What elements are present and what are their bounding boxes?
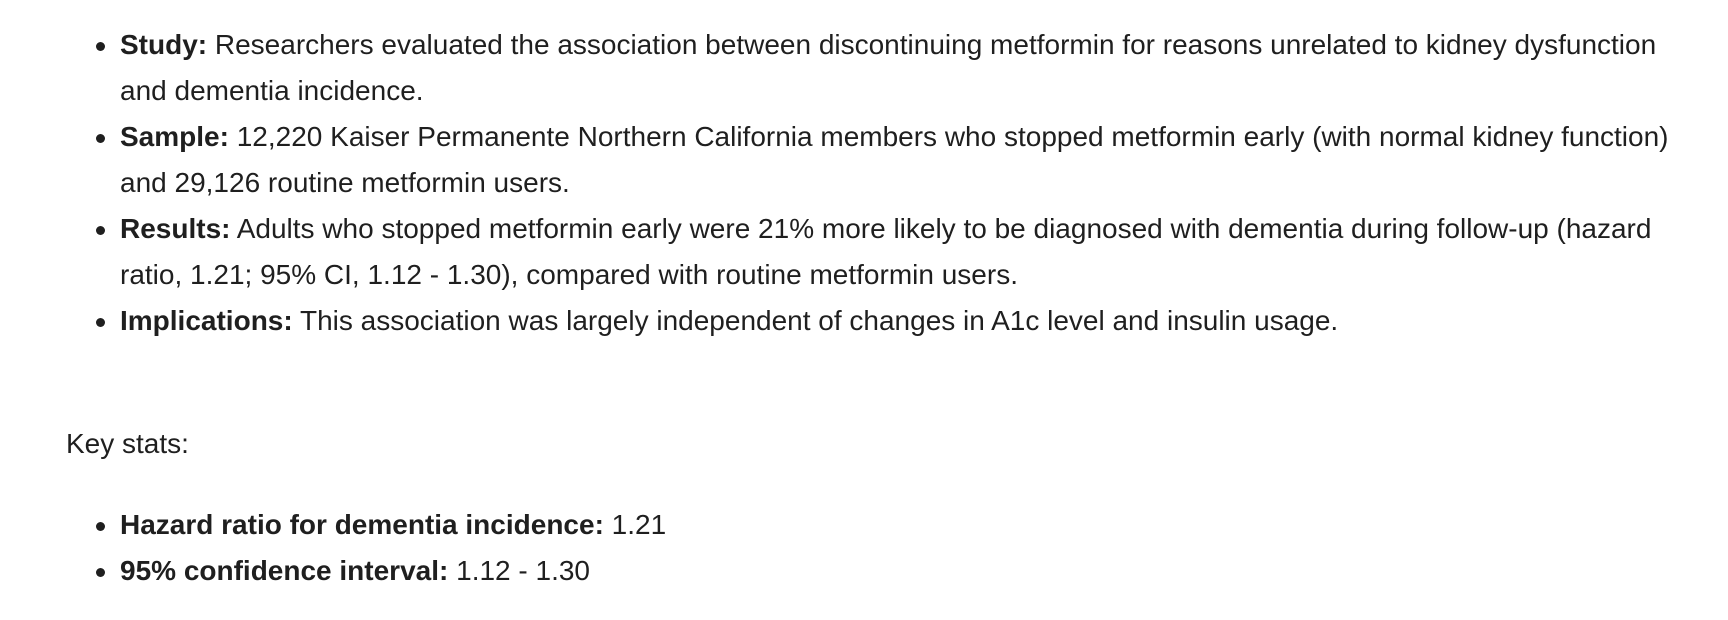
item-text: Adults who stopped metformin early were 21% more likely to be diagnosed with dementia during follow-up (hazard ratio, 1.21; 95% CI, 1.12 - 1.30), compared with routine metformin users. — [120, 213, 1652, 290]
item-text: Researchers evaluated the association between discontinuing metformin for reasons unrelated to kidney dysfunction and dementia incidence. — [120, 29, 1657, 106]
list-item-hazard-ratio — [66, 502, 1706, 548]
bullet-icon — [96, 42, 105, 51]
item-text: 12,220 Kaiser Permanente Northern California members who stopped metformin early (with normal kidney function) and 29,126 routine metformin users. — [120, 121, 1669, 198]
bullet-icon — [96, 226, 105, 235]
key-stats-list — [66, 502, 1706, 594]
stat-label: Hazard ratio for dementia incidence: — [120, 509, 604, 540]
item-label: Sample: — [120, 121, 229, 152]
stat-value: 1.12 - 1.30 — [456, 555, 590, 586]
item-text: This association was largely independent of changes in A1c level and insulin usage. — [299, 305, 1339, 336]
item-label: Study: — [120, 29, 208, 60]
item-label: Implications: — [120, 305, 293, 336]
bullet-icon — [96, 318, 105, 327]
list-item-study — [66, 22, 1706, 114]
bullet-icon — [96, 134, 105, 143]
list-item-sample — [66, 114, 1706, 206]
stat-value: 1.21 — [611, 509, 667, 540]
bullet-icon — [96, 522, 105, 531]
study-summary-list — [66, 22, 1706, 344]
item-label: Results: — [120, 213, 231, 244]
list-item-results — [66, 206, 1706, 298]
bullet-icon — [96, 568, 105, 577]
key-stats-heading: Key stats: — [66, 428, 189, 459]
stat-label: 95% confidence interval: — [120, 555, 449, 586]
list-item-confidence-interval — [66, 548, 1706, 594]
list-item-implications — [66, 298, 1706, 344]
